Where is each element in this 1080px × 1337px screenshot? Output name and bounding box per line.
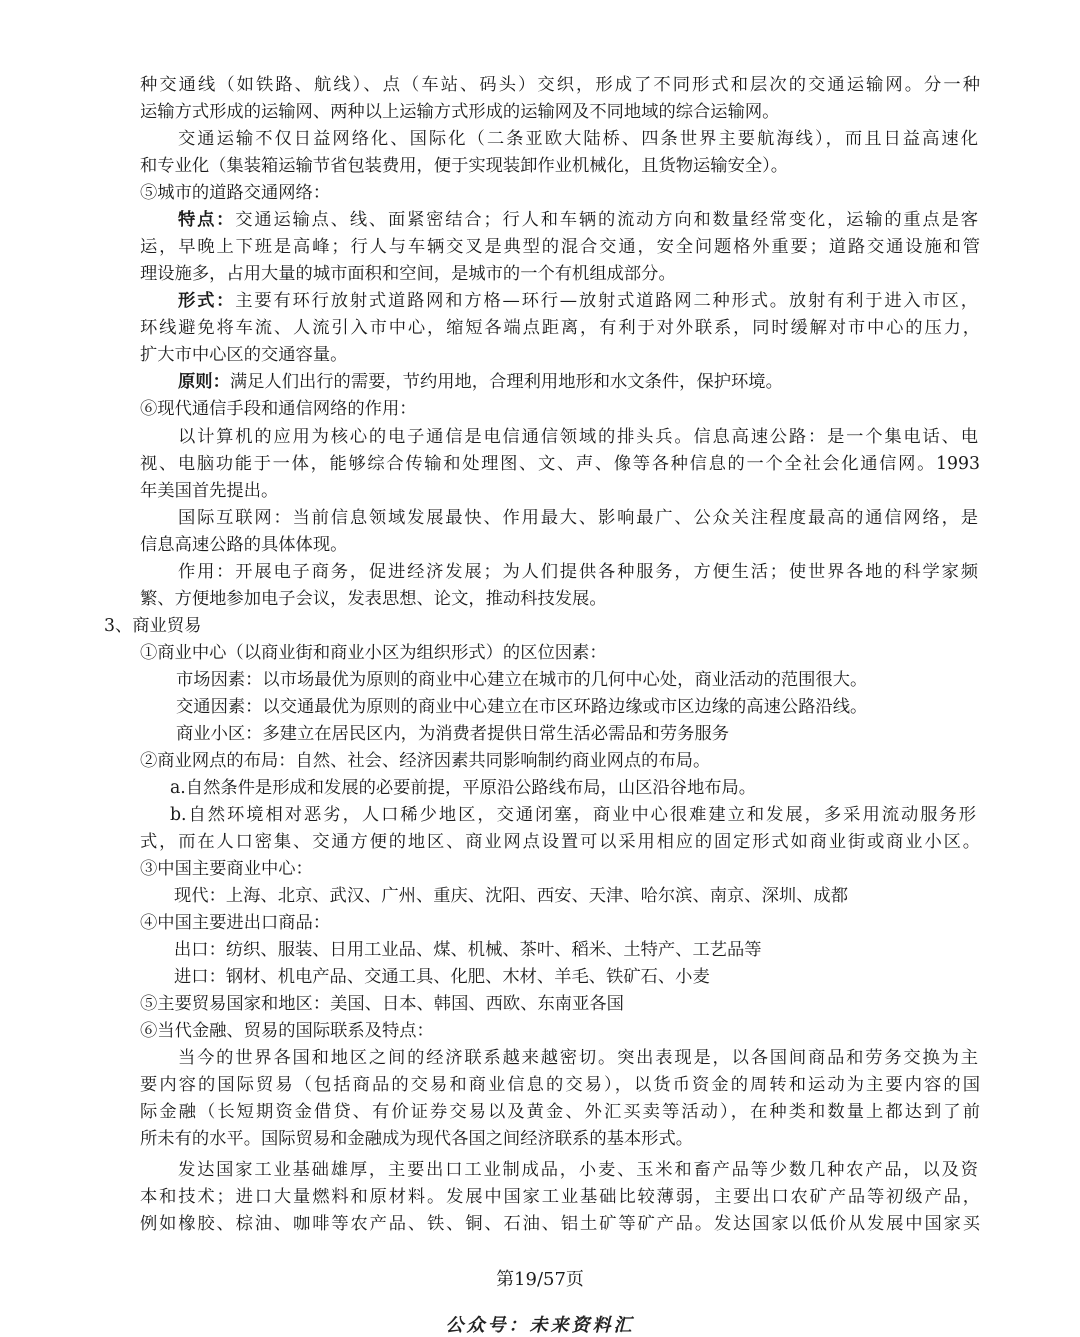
- section-heading: ①商业中心（以商业街和商业小区为组织形式）的区位因素：: [140, 643, 607, 663]
- text-line: b.自然环境相对恶劣，人口稀少地区，交通闭塞，商业中心很难建立和发展，多采用流动服务形: [170, 805, 976, 825]
- section-heading: ⑥当代金融、贸易的国际联系及特点：: [140, 1021, 434, 1041]
- text-line: 种交通线（如铁路、航线）、点（车站、码头）交织，形成了不同形式和层次的交通运输网。分一种: [140, 75, 980, 95]
- label-yuanze: 原则：: [178, 372, 230, 392]
- text-line: 作用：开展电子商务，促进经济发展；为人们提供各种服务，方便生活；使世界各地的科学家频: [178, 562, 978, 582]
- text-line: 际金融（长短期资金借贷、有价证券交易以及黄金、外汇买卖等活动），在种类和数量上都达到了前: [140, 1102, 980, 1122]
- text-span: 交通运输点、线、面紧密结合；行人和车辆的流动方向和数量经常变化，运输的重点是客: [235, 210, 978, 230]
- section-heading: ⑤城市的道路交通网络：: [140, 183, 331, 203]
- watermark-text: 公众号：未来资料汇: [445, 1315, 635, 1336]
- label-tedian: 特点：: [178, 210, 236, 230]
- chapter-heading: 3、商业贸易: [104, 616, 202, 636]
- text-line: 年美国首先提出。: [140, 481, 279, 501]
- text-line: 交通运输不仅日益网络化、国际化（二条亚欧大陆桥、四条世界主要航海线），而且日益高速化: [178, 129, 978, 149]
- text-line: [178, 288, 978, 315]
- text-line: 视、电脑功能于一体，能够综合传输和处理图、文、声、像等各种信息的一个全社会化通信网。1993: [140, 454, 980, 474]
- text-line: 现代：上海、北京、武汉、广州、重庆、沈阳、西安、天津、哈尔滨、南京、深圳、成都: [174, 886, 848, 906]
- text-line: 信息高速公路的具体体现。: [140, 535, 348, 555]
- page-number: 第19/57页: [496, 1269, 584, 1290]
- text-line: a.自然条件是形成和发展的必要前提，平原沿公路线布局，山区沿谷地布局。: [170, 778, 757, 798]
- label-xingshi: 形式：: [178, 291, 236, 311]
- text-line: 发达国家工业基础雄厚，主要出口工业制成品，小麦、玉米和畜产品等少数几种农产品，以及资: [178, 1160, 978, 1180]
- section-heading: ⑤主要贸易国家和地区：美国、日本、韩国、西欧、东南亚各国: [140, 994, 624, 1014]
- text-span: 主要有环行放射式道路网和方格—环行—放射式道路网二种形式。放射有利于进入市区，: [235, 291, 978, 311]
- text-line: 理设施多，占用大量的城市面积和空间，是城市的一个有机组成部分。: [140, 264, 676, 284]
- section-heading: ⑥现代通信手段和通信网络的作用：: [140, 399, 417, 419]
- text-line: 运，早晚上下班是高峰；行人与车辆交叉是典型的混合交通，安全问题格外重要；道路交通设施和管: [140, 237, 980, 257]
- text-line: 环线避免将车流、人流引入市中心，缩短各端点距离，有利于对外联系，同时缓解对市中心的压力，: [140, 318, 980, 338]
- text-line: 国际互联网：当前信息领域发展最快、作用最大、影响最广、公众关注程度最高的通信网络，是: [178, 508, 978, 528]
- text-line: 出口：纺织、服装、日用工业品、煤、机械、茶叶、稻米、土特产、工艺品等: [174, 940, 762, 960]
- text-line: 进口：钢材、机电产品、交通工具、化肥、木材、羊毛、铁矿石、小麦: [174, 967, 710, 987]
- text-line: 本和技术；进口大量燃料和原材料。发展中国家工业基础比较薄弱，主要出口农矿产品等初级产品，: [140, 1187, 980, 1207]
- text-line: 式，而在人口密集、交通方便的地区、商业网点设置可以采用相应的固定形式如商业街或商业小区。: [140, 832, 980, 852]
- text-line: 所未有的水平。国际贸易和金融成为现代各国之间经济联系的基本形式。: [140, 1129, 694, 1149]
- text-line: 繁、方便地参加电子会议，发表思想、论文，推动科技发展。: [140, 589, 607, 609]
- text-line: 以计算机的应用为核心的电子通信是电信通信领域的排头兵。信息高速公路：是一个集电话、电: [178, 427, 978, 447]
- text-line: 交通因素：以交通最优为原则的商业中心建立在市区环路边缘或市区边缘的高速公路沿线。: [176, 697, 868, 717]
- text-line: [178, 369, 978, 396]
- text-line: 例如橡胶、棕油、咖啡等农产品、铁、铜、石油、铝土矿等矿产品。发达国家以低价从发展中国家买: [140, 1214, 980, 1234]
- text-line: 市场因素：以市场最优为原则的商业中心建立在城市的几何中心处，商业活动的范围很大。: [176, 670, 868, 690]
- text-line: 运输方式形成的运输网、两种以上运输方式形成的运输网及不同地域的综合运输网。: [140, 102, 780, 122]
- section-heading: ③中国主要商业中心：: [140, 859, 313, 879]
- text-line: 和专业化（集装箱运输节省包装费用，便于实现装卸作业机械化，且货物运输安全）。: [140, 156, 789, 176]
- text-line: 当今的世界各国和地区之间的经济联系越来越密切。突出表现是，以各国间商品和劳务交换为主: [178, 1048, 978, 1068]
- text-line: 要内容的国际贸易（包括商品的交易和商业信息的交易），以货币资金的周转和运动为主要内容的国: [140, 1075, 980, 1095]
- text-line: [178, 207, 978, 234]
- section-heading: ④中国主要进出口商品：: [140, 913, 331, 933]
- section-heading: ②商业网点的布局：自然、社会、经济因素共同影响制约商业网点的布局。: [140, 751, 711, 771]
- text-span: 满足人们出行的需要，节约用地，合理利用地形和水文条件，保护环境。: [229, 372, 783, 392]
- text-line: 商业小区：多建立在居民区内，为消费者提供日常生活必需品和劳务服务: [176, 724, 730, 744]
- text-line: 扩大市中心区的交通容量。: [140, 345, 348, 365]
